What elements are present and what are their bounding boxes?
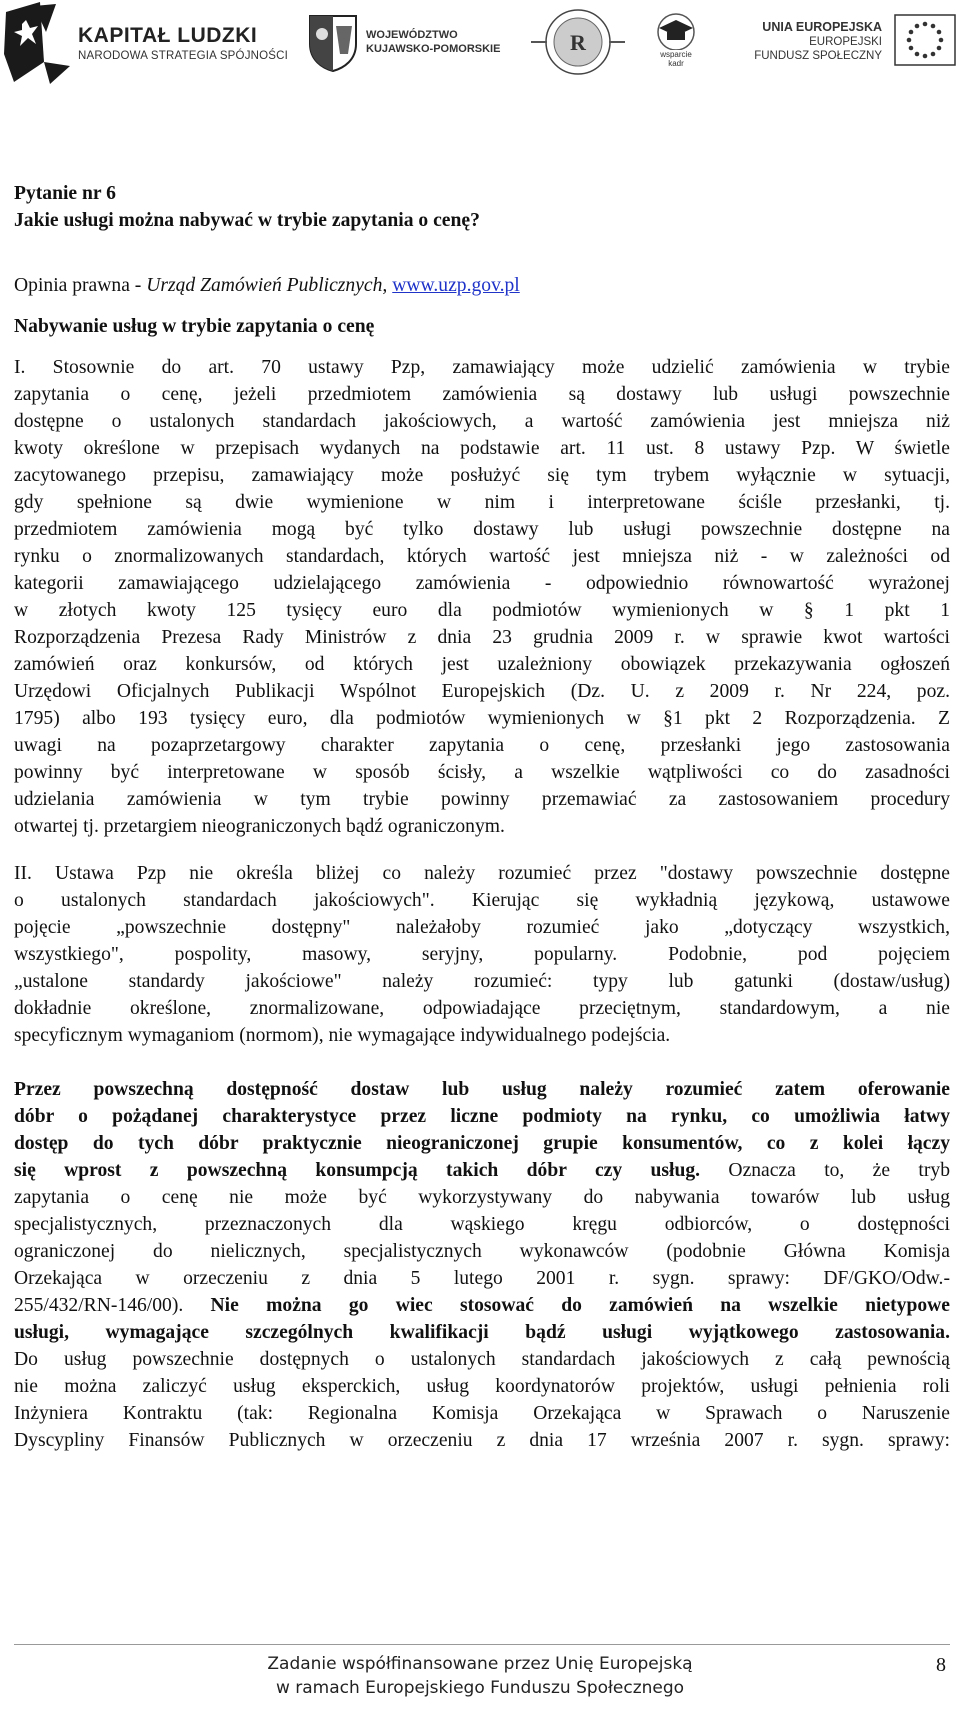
paragraph-line: zacytowanego przepisu, zamawiający może posłużyć się tym trybem wyłącznie w sytuacji, <box>14 465 950 486</box>
section-heading: Nabywanie usług w trybie zapytania o cenę <box>14 316 375 337</box>
section-2 <box>14 860 950 1049</box>
paragraph-line: 1795) albo 193 tysięcy euro, dla podmiotów wymienionych w §1 pkt 2 Rozporządzenia. Z <box>14 708 950 729</box>
rops-emblem-icon <box>523 8 633 76</box>
paragraph-line: Urzędowi Oficjalnych Publikacji Wspólnot Europejskich (Dz. U. z 2009 r. Nr 224, poz. <box>14 681 950 702</box>
paragraph-line: II. Ustawa Pzp nie określa bliżej co należy rozumieć przez "dostawy powszechnie dostępne <box>14 863 950 884</box>
kapital-ludzki-logo <box>4 2 289 84</box>
paragraph-line: przedmiotem zamówienia mogą być tylko dostawy lub usługi powszechnie dostępne na <box>14 519 950 540</box>
paragraph-line: ograniczonej do nielicznych, specjalistycznych wykonawców (podobnie Główna Komisja <box>14 1241 950 1262</box>
paragraph-line: dostęp do tych dóbr praktycznie nieograniczonej grupie konsumentów, co z kolei łączy <box>14 1133 950 1154</box>
question-text: Jakie usługi można nabywać w trybie zapytania o cenę? <box>14 210 480 231</box>
paragraph-line: uwagi na pozaprzetargowy charakter zapytania o cenę, przesłanki jego zastosowania <box>14 735 950 756</box>
kapital-ludzki-subtitle: NARODOWA STRATEGIA SPÓJNOŚCI <box>78 50 289 62</box>
header-logos <box>0 0 960 110</box>
paragraph-line: rynku o znormalizowanych standardach, których wartość jest mniejsza niż - w zależności od <box>14 546 950 567</box>
wojewodztwo-line2: KUJAWSKO-POMORSKIE <box>366 43 501 55</box>
section-3 <box>14 1076 950 1454</box>
paragraph-line: o ustalonych standardach jakościowych". Kierując się wykładnią językową, ustawowe <box>14 890 950 911</box>
paragraph-line: Przez powszechną dostępność dostaw lub usług należy rozumieć zatem oferowanie <box>14 1079 950 1100</box>
footer-divider <box>14 1644 950 1645</box>
paragraph-line: kwoty określone w przepisach wydanych na podstawie art. 11 ust. 8 ustawy Pzp. W świetle <box>14 438 950 459</box>
document-body <box>14 180 950 1454</box>
paragraph-line: wszystkiego", pospolity, masowy, seryjny, popularny. Podobnie, pod pojęciem <box>14 944 950 965</box>
paragraph-line: Rozporządzenia Prezesa Rady Ministrów z dnia 23 grudnia 2009 r. w sprawie kwot wartości <box>14 627 950 648</box>
page-number: 8 <box>936 1654 946 1676</box>
paragraph-line: zamówień oraz konkursów, od których jest uzależniony obowiązek przekazywania ogłoszeń <box>14 654 950 675</box>
kapital-ludzki-icon <box>4 2 74 84</box>
source-institution: Urząd Zamówień Publicznych, <box>146 275 388 296</box>
eu-line1: UNIA EUROPEJSKA <box>762 20 882 34</box>
paragraph-line: udzielania zamówienia w tym trybie powinny przemawiać za zastosowaniem procedury <box>14 789 950 810</box>
source-line <box>14 272 950 299</box>
paragraph-line: w złotych kwoty 125 tysięcy euro dla podmiotów wymienionych w § 1 pkt 1 <box>14 600 950 621</box>
paragraph-line: dokładnie określone, znormalizowane, odpowiadające przeciętnym, standardowym, a nie <box>14 998 950 1019</box>
paragraph-line: gdy spełnione są dwie wymienione w nim i interpretowane ściśle przesłanki, tj. <box>14 492 950 513</box>
paragraph-line: Orzekająca w orzeczeniu z dnia 5 lutego 2001 r. sygn. sprawy: DF/GKO/Odw.- <box>14 1268 950 1289</box>
kapital-ludzki-title: KAPITAŁ LUDZKI <box>78 24 258 47</box>
question-number: Pytanie nr 6 <box>14 183 116 204</box>
paragraph-line: usługi, wymagające szczególnych kwalifikacji bądź usługi wyjątkowego zastosowania. <box>14 1322 950 1343</box>
wsparcie-kadr-logo <box>645 10 707 76</box>
paragraph-line: nie można zaliczyć usług eksperckich, usług koordynatorów projektów, usługi pełnienia roli <box>14 1376 950 1397</box>
paragraph-line <box>14 1157 950 1184</box>
kadr-line2: kadr <box>668 59 684 68</box>
paragraph-line: „ustalone standardy jakościowe" należy rozumieć: typy lub gatunki (dostaw/usług) <box>14 971 950 992</box>
rops-logo <box>523 8 633 76</box>
eu-flag-icon <box>894 14 956 66</box>
bold-phrase: się wprost z powszechną konsumpcją takich dóbr czy usług. <box>14 1160 701 1181</box>
paragraph-line: kategorii zamawiającego udzielającego zamówienia - odpowiednio równowartość wyrażonej <box>14 573 950 594</box>
paragraph-line: Dyscypliny Finansów Publicznych w orzeczeniu z dnia 17 września 2007 r. sygn. sprawy: <box>14 1430 950 1451</box>
paragraph-line: specyficznym wymaganiom (normom), nie wymagające indywidualnego podejścia. <box>14 1025 671 1046</box>
paragraph-line: Inżyniera Kontraktu (tak: Regionalna Komisja Orzekająca w Sprawach o Naruszenie <box>14 1403 950 1424</box>
eu-line2: EUROPEJSKI <box>809 36 882 48</box>
plain-phrase: 255/432/RN-146/00). <box>14 1295 211 1316</box>
bold-phrase: Nie można go wiec stosować do zamówień na wszelkie nietypowe <box>210 1295 950 1316</box>
paragraph-line: dóbr o pożądanej charakterystyce przez liczne podmioty na rynku, co umożliwia łatwy <box>14 1106 950 1127</box>
source-link[interactable]: www.uzp.gov.pl <box>392 275 520 296</box>
paragraph-line: dostępne o ustalonych standardach jakościowych, a wartość zamówienia jest mniejsza niż <box>14 411 950 432</box>
wojewodztwo-text <box>366 28 500 56</box>
paragraph-line: Do usług powszechnie dostępnych o ustalonych standardach jakościowych z całą pewnością <box>14 1349 950 1370</box>
graduation-cap-icon <box>645 10 707 50</box>
paragraph-line: zapytania o cenę, jeżeli przedmiotem zamówienia są dostawy lub usługi powszechnie <box>14 384 950 405</box>
wsparcie-kadr-text <box>645 50 707 68</box>
wojewodztwo-logo <box>306 14 501 72</box>
plain-phrase: Oznacza to, że tryb <box>700 1160 950 1181</box>
paragraph-line: otwartej tj. przetargiem nieograniczonych bądź ograniczonym. <box>14 816 505 837</box>
paragraph-line: specjalistycznych, przeznaczonych dla wąskiego kręgu odbiorców, o dostępności <box>14 1214 950 1235</box>
eu-logo <box>736 14 958 74</box>
eu-line3: FUNDUSZ SPOŁECZNY <box>754 50 882 62</box>
footer-line1: Zadanie współfinansowane przez Unię Europejską <box>267 1654 693 1674</box>
coat-of-arms-icon <box>306 14 360 72</box>
kadr-line1: wsparcie <box>660 50 692 59</box>
paragraph-line: pojęcie „powszechnie dostępny" należałoby rozumieć jako „dotyczący wszystkich, <box>14 917 950 938</box>
paragraph-line: zapytania o cenę nie może być wykorzystywany do nabywania towarów lub usług <box>14 1187 950 1208</box>
svg-text:R: R <box>570 30 586 55</box>
wojewodztwo-line1: WOJEWÓDZTWO <box>366 29 458 41</box>
eu-text <box>754 20 882 63</box>
footer-line2: w ramach Europejskiego Funduszu Społecznego <box>275 1678 685 1698</box>
paragraph-line <box>14 1292 950 1319</box>
paragraph-line: powinny być interpretowane w sposób ścisły, a wszelkie wątpliwości co do zasadności <box>14 762 950 783</box>
paragraph-line: I. Stosownie do art. 70 ustawy Pzp, zamawiający może udzielić zamówienia w trybie <box>14 357 950 378</box>
section-1 <box>14 354 950 840</box>
source-prefix: Opinia prawna - <box>14 275 147 296</box>
